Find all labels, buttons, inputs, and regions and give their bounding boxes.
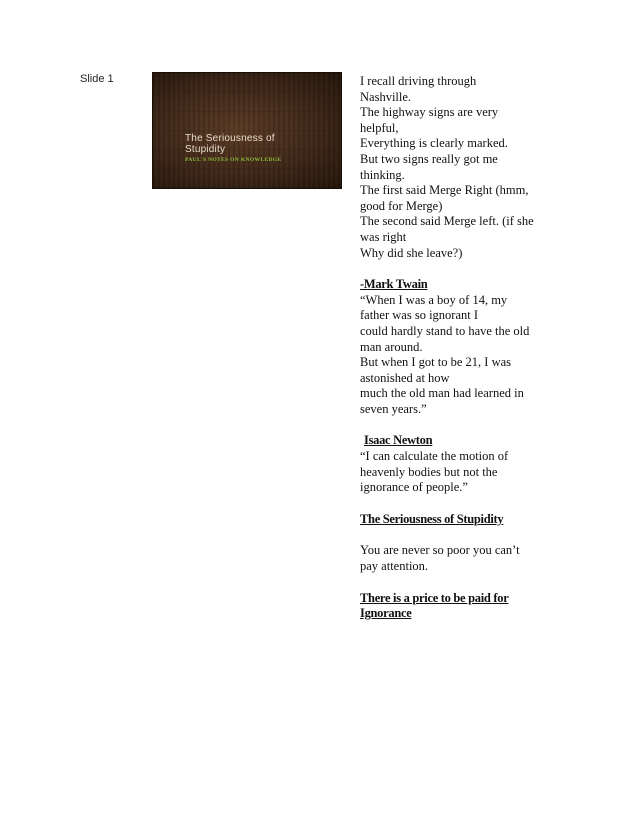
note-line: good for Merge): [360, 198, 443, 213]
quote-line: heavenly bodies but not the: [360, 464, 498, 479]
note-line: I recall driving through: [360, 74, 477, 88]
quote-line: much the old man had learned in: [360, 386, 524, 401]
note-line: was right: [360, 229, 407, 244]
note-line: Everything is clearly marked.: [360, 136, 508, 151]
quote-line: But when I got to be 21, I was: [360, 355, 512, 370]
quote-line: “When I was a boy of 14, my: [360, 292, 508, 307]
note-line: helpful,: [360, 120, 399, 135]
note-line: Why did she leave?): [360, 245, 463, 260]
note-line: pay attention.: [360, 559, 429, 574]
note-line: thinking.: [360, 167, 405, 182]
quote-line: man around.: [360, 339, 423, 354]
quote-line: father was so ignorant I: [360, 308, 479, 323]
seriousness-heading: The Seriousness of Stupidity: [360, 511, 504, 526]
note-line: The first said Merge Right (hmm,: [360, 183, 529, 198]
thumbnail-subtitle: PAUL'S NOTES ON KNOWLEDGE: [185, 157, 282, 163]
quote-line: could hardly stand to have the old: [360, 323, 530, 338]
note-line: The second said Merge left. (if she: [360, 214, 534, 229]
quote-line: astonished at how: [360, 370, 450, 385]
quote-line: ignorance of people.”: [360, 480, 468, 495]
note-line: The highway signs are very: [360, 105, 499, 120]
price-heading: Ignorance: [360, 606, 412, 621]
thumbnail-title: The Seriousness of Stupidity: [185, 133, 275, 155]
speaker-notes: [360, 74, 575, 622]
twain-heading: -Mark Twain: [360, 277, 428, 292]
quote-line: “I can calculate the motion of: [360, 449, 509, 464]
slide-label: Slide 1: [80, 73, 114, 85]
note-line: You are never so poor you can’t: [360, 543, 520, 558]
slide-thumbnail: [152, 72, 342, 189]
quote-line: seven years.”: [360, 401, 427, 416]
price-heading: There is a price to be paid for: [360, 590, 509, 605]
note-line: But two signs really got me: [360, 151, 498, 166]
note-line: Nashville.: [360, 89, 412, 104]
newton-heading: Isaac Newton: [364, 433, 433, 448]
